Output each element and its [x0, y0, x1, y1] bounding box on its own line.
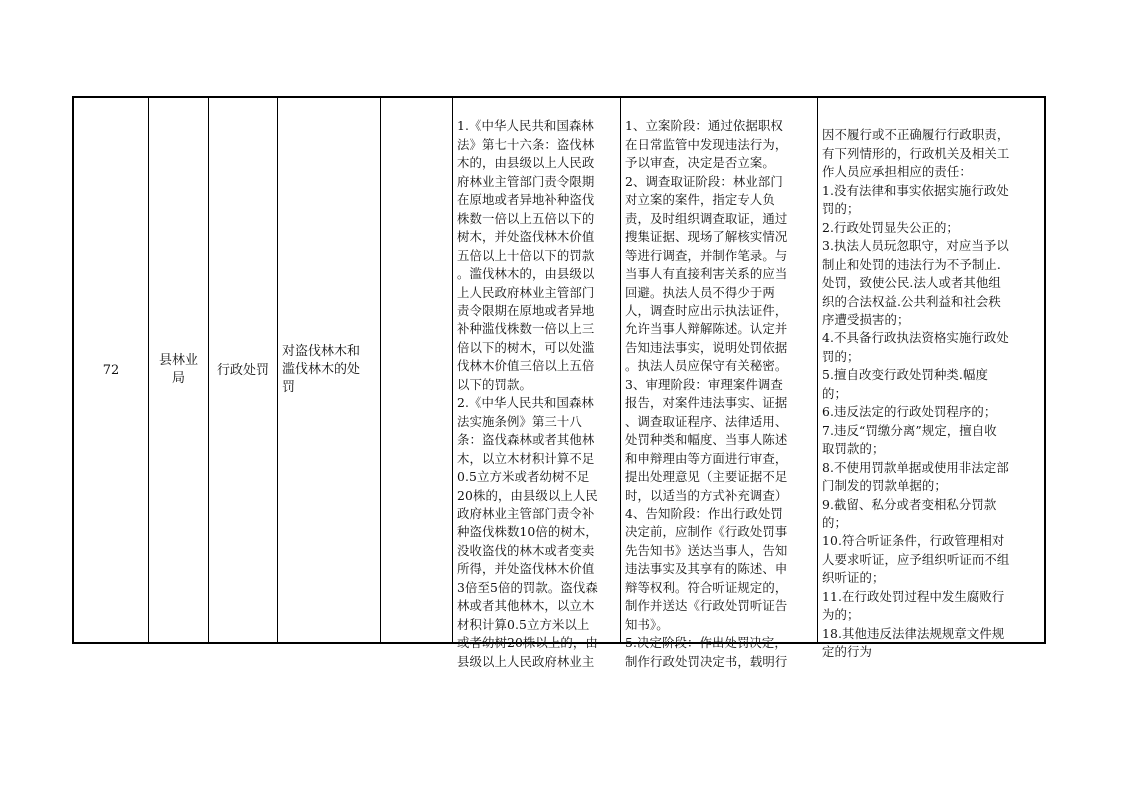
row-number: 72 [102, 362, 120, 378]
legal-basis-text: 1.《中华人民共和国森林 法》第七十六条：盗伐林 木的，由县级以上人民政 府林业主管部门责令限期 在原地或者异地补种盗伐 株数一倍以上五倍以下的 树木，并处盗伐林木价值 五倍以上十倍以下的罚款 。滥伐林木的，由县级以 上人民政府林业主管部门 责令限期在原地或者异地 补种滥伐株数一倍以上三 倍以下的树木，可以处滥 伐林木价值三倍以上五倍 以下的罚款。 2.《中华人民共和国森林 法实施条例》第三十八 条：盗伐森林或者其他林 木，以立木材积计算不足 0.5立方米或者幼树不足 20株的，由县级以上人民 政府林业主管部门责令补 种盗伐株数10倍的树木， 没收盗伐的林木或者变卖 所得，并处盗伐林木价值 3倍至5倍的罚款。盗伐森 林或者其他林木，以立木 材积计算0.5立方米以上 或者幼树20株以上的，由 县级以上人民政府林业主 [457, 118, 598, 669]
item-name: 对盗伐林木和 滥伐林木的处 罚 [282, 344, 361, 395]
item-name-cell [278, 98, 380, 642]
note-cell [381, 98, 452, 642]
table-row [72, 96, 1046, 669]
responsibility-cell [818, 98, 1046, 660]
agency-cell [149, 98, 208, 642]
legal-basis-cell [453, 98, 620, 669]
procedure-text: 1、立案阶段：通过依据职权 在日常监管中发现违法行为， 予以审查，决定是否立案。 2、调查取证阶段：林业部门 对立案的案件，指定专人负 责，及时组织调查取证，通过 搜集证据、现场了解核实情况 等进行调查，并制作笔录。与 当事人有直接利害关系的应当 回避。执法人员不得少于两 人，调查时应出示执法证件， 允许当事人辩解陈述。认定并 告知违法事实，说明处罚依据 。执法人员应保守有关秘密。 3、审理阶段：审理案件调查 报告，对案件违法事实、证据 、调查取证程序、法律适用、 处罚种类和幅度、当事人陈述 和申辩理由等方面进行审查， 提出处理意见（主要证据不足 时，以适当的方式补充调查） 4、告知阶段：作出行政处罚 决定前，应制作《行政处罚事 先告知书》送达当事人，告知 违法事实及其享有的陈述、申 辩等权利。符合听证规定的， 制作并送达《行政处罚听证告 知书》。 5.决定阶段：作出处罚决定， 制作行政处罚决定书，载明行 [625, 118, 788, 669]
power-category: 行政处罚 [216, 362, 269, 378]
category-cell [209, 98, 277, 642]
procedure-cell [621, 98, 817, 669]
responsibility-text: 因不履行或不正确履行行政职责， 有下列情形的，行政机关及相关工 作人员应承担相应的责任： 1.没有法律和事实依据实施行政处 罚的； 2.行政处罚显失公正的； 3.执法人员玩忽职守，对应当予以 制止和处罚的违法行为不予制止. 处罚，致使公民.法人或者其他组 织的合法权益.公共利益和社会秩 序遭受损害的； 4.不具备行政执法资格实施行政处 罚的； 5.擅自改变行政处罚种类.幅度 的； 6.违反法定的行政处罚程序的； 7.违反“罚缴分离”规定，擅自收 取罚款的； 8.不使用罚款单据或使用非法定部 门制发的罚款单据的； 9.截留、私分或者变相私分罚款 的； 10.符合听证条件，行政管理相对 人要求听证，应予组织听证而不组 织听证的； 11.在行政处罚过程中发生腐败行 为的； 18.其他违反法律法规规章文件规 定的行为 [822, 127, 1010, 660]
row-number-cell [74, 98, 148, 642]
agency-name: 县林业 局 [158, 353, 198, 386]
